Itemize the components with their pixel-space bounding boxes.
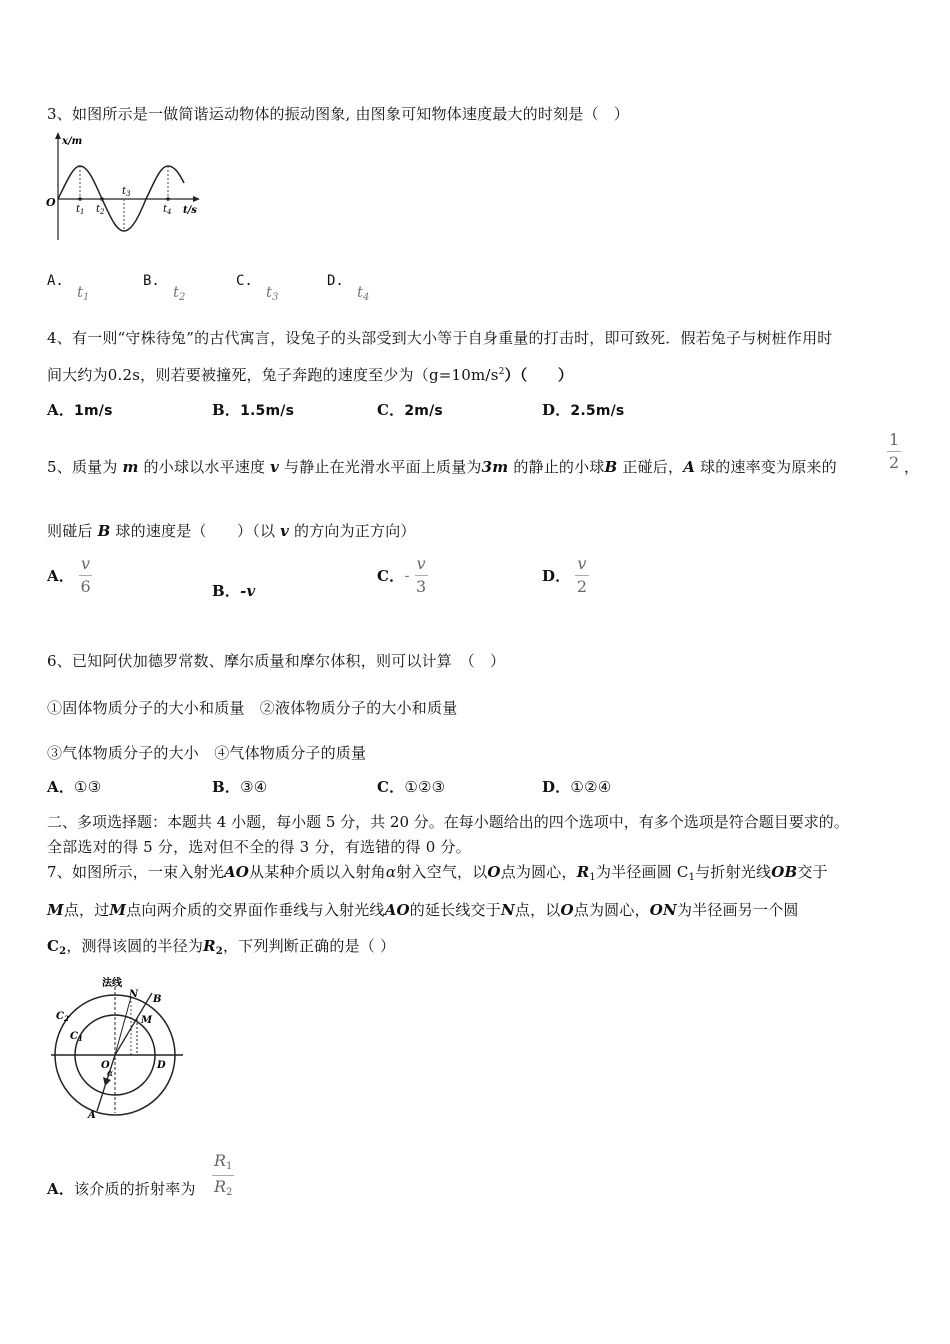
t1-label: $t_1$ [76,204,85,216]
q6-option-d[interactable]: D．①②④ [542,778,612,796]
q4-line1: 4、有一则“守株待兔”的古代寓言，设兔子的头部受到大小等于自身重量的打击时，即可致死．假若兔子与树桩作用时 [47,329,833,347]
q5-option-a[interactable]: A． $\frac{v}{6}$ [47,554,91,596]
q5-option-b[interactable]: B．-v [212,582,256,600]
q3-option-d[interactable]: D. $t_4$ [327,273,370,303]
m-label: M [141,1015,153,1026]
q5-line1: 5、质量为 m 的小球以水平速度 v 与静止在光滑水平面上质量为3m 的静止的小球B 正碰后，A 球的速率变为原来的 [47,458,837,476]
d-label: D [157,1060,166,1071]
q5-comma: ， [904,458,920,476]
q7-refraction-diagram [45,973,195,1123]
q5-line2: 则碰后 B 球的速度是（ ）（以 v 的方向为正方向） [47,522,416,540]
q4-option-c[interactable]: C．2m/s [377,401,443,419]
q7-line1: 7、如图所示，一束入射光AO从某种介质以入射角α射入空气，以O点为圆心，$R_1$为半径画圆 $C_1$与折射光线OB交于 [47,863,828,883]
q6-statement-2: ③气体物质分子的大小 ④气体物质分子的质量 [47,744,367,762]
q3-option-a[interactable]: A. $t_1$ [47,273,90,303]
x-axis-arrow [193,196,200,202]
section2-line2: 全部选对的得 5 分，选对但不全的得 3 分，有选错的得 0 分。 [47,838,471,856]
q4-option-d[interactable]: D．2.5m/s [542,401,625,419]
n-label: N [129,989,139,1000]
origin-label: O [46,196,56,209]
o-label: O [101,1060,110,1071]
q4-option-b[interactable]: B．1.5m/s [212,401,295,419]
y-axis-arrow [55,132,61,139]
q7-line2: M点，过M点向两介质的交界面作垂线与入射光线AO的延长线交于N点，以O点为圆心，ON为半径画另一个圆 [47,901,799,919]
q3-option-b[interactable]: B. $t_2$ [143,273,186,303]
q3-vibration-graph [44,130,204,245]
y-label: x/m [62,136,83,147]
extension-line-on [115,997,131,1055]
q6-option-c[interactable]: C．①②③ [377,778,446,796]
b-label: B [153,994,162,1005]
c1-label: $C_1$ [70,1031,83,1043]
q7-line3: $C_2$，测得该圆的半径为$R_2$，下列判断正确的是（ ） [47,937,396,957]
t4-label: $t_4$ [163,204,172,216]
c2-label: $C_2$ [56,1011,69,1023]
q5-fraction-half: $\frac{1}{2}$ [889,430,900,472]
q4-line2: 间大约为0.2s，则若要被撞死，兔子奔跑的速度至少为$(g=10m/s^2)$（ ） [47,366,574,384]
q6-option-a[interactable]: A．①③ [47,778,102,796]
t2-label: $t_2$ [96,204,105,216]
q3-option-c[interactable]: C. $t_3$ [236,273,279,303]
x-label: t/s [183,205,197,216]
a-label: A [88,1110,96,1121]
q5-option-c[interactable]: C．- $\frac{v}{3}$ [377,554,427,596]
q7-option-a[interactable]: A．该介质的折射率为 [47,1180,196,1198]
alpha-label: α [107,1069,114,1079]
q6-stem: 6、已知阿伏加德罗常数、摩尔质量和摩尔体积，则可以计算 （ ） [47,652,506,670]
q7-option-a-fraction: $\frac{R_1}{R_2}$ [214,1151,233,1198]
q3-stem: 3、如图所示是一做简谐运动物体的振动图象, 由图象可知物体速度最大的时刻是（ ） [47,105,630,123]
t3-label: $t_3$ [122,186,131,198]
section2-line1: 二、多项选择题：本题共 4 小题，每小题 5 分，共 20 分。在每小题给出的四个选项中，有多个选项是符合题目要求的。 [47,813,849,831]
normal-label: 法线 [102,978,122,989]
q5-option-d[interactable]: D． $\frac{v}{2}$ [542,554,588,596]
q6-option-b[interactable]: B．③④ [212,778,268,796]
q6-statement-1: ①固体物质分子的大小和质量 ②液体物质分子的大小和质量 [47,699,458,717]
q4-option-a[interactable]: A．1m/s [47,401,113,419]
